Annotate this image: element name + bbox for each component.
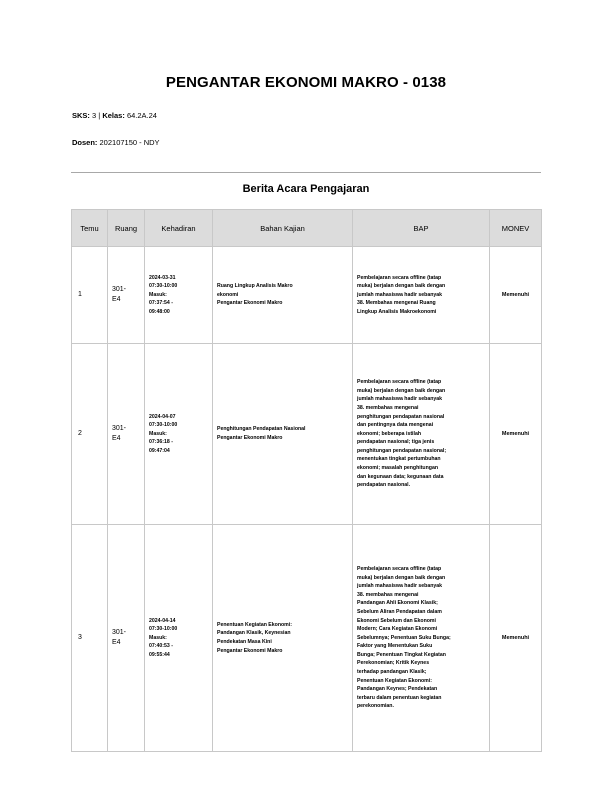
bap-line: terhadap pandangan Klasik; bbox=[357, 669, 427, 676]
bap-line: 38. membahas mengenai bbox=[357, 591, 419, 598]
table-row bbox=[72, 247, 542, 344]
column-header-temu: Temu bbox=[72, 210, 108, 247]
bap-line: Faktor yang Menentukan Suku bbox=[357, 643, 433, 650]
bap-line: Pembelajaran secara offline (tatap bbox=[357, 565, 442, 572]
kehadiran-time-in: 07:37:54 - bbox=[149, 300, 173, 307]
dosen-value: 202107150 - NDY bbox=[99, 138, 160, 147]
bap-line: Lingkup Analisis Makroekonomi bbox=[357, 308, 437, 315]
ruang-line: E4 bbox=[112, 639, 121, 646]
bahan-line: Pengantar Ekonomi Makro bbox=[217, 435, 283, 441]
bap-cell bbox=[353, 344, 490, 525]
bap-table bbox=[71, 209, 542, 752]
kehadiran-label: Masuk: bbox=[149, 634, 167, 641]
bap-line: Ekonomi Sebelum dan Ekonomi bbox=[357, 617, 436, 624]
bahan-line: Pendekatan Masa Kini bbox=[217, 639, 272, 645]
bap-line: Pembelajaran secara offline (tatap bbox=[357, 379, 442, 386]
bap-line: muka) berjalan dengan baik dengan bbox=[357, 574, 446, 581]
bahan-line: ekonomi bbox=[217, 291, 239, 298]
divider bbox=[71, 172, 541, 173]
bap-cell bbox=[353, 247, 490, 344]
kehadiran-cell bbox=[145, 344, 213, 525]
bap-line: jumlah mahasiswa hadir sebanyak bbox=[357, 583, 443, 590]
kehadiran-label: Masuk: bbox=[149, 430, 167, 437]
column-header-bahan-kajian: Bahan Kajian bbox=[213, 210, 353, 247]
bap-line: Penentuan Kegiatan Ekonomi: bbox=[357, 677, 432, 684]
kelas-value: 64.2A.24 bbox=[126, 111, 157, 120]
column-header-kehadiran: Kehadiran bbox=[145, 210, 213, 247]
column-header-bap: BAP bbox=[353, 210, 490, 247]
bahan-line: Pengantar Ekonomi Makro bbox=[217, 300, 283, 307]
bap-cell bbox=[353, 525, 490, 752]
bahan-kajian-cell bbox=[213, 525, 353, 752]
ruang-line: 301- bbox=[112, 629, 127, 636]
bap-line: ekonomi; masalah penghitungan bbox=[357, 465, 438, 472]
section-title: Berita Acara Pengajaran bbox=[242, 183, 370, 195]
page-title: PENGANTAR EKONOMI MAKRO - 0138 bbox=[165, 74, 447, 91]
ruang-cell bbox=[108, 344, 145, 525]
kehadiran-date: 2024-03-31 bbox=[149, 274, 176, 281]
temu-cell: 3 bbox=[72, 525, 108, 752]
bap-line: penghitungan pendapatan nasional; bbox=[357, 447, 447, 454]
kelas-label: Kelas: bbox=[102, 111, 125, 120]
temu-cell: 2 bbox=[72, 344, 108, 525]
bap-line: pendapatan nasional. bbox=[357, 482, 411, 489]
bap-line: Pandangan Keynes; Pendekatan bbox=[357, 686, 438, 693]
ruang-line: 301- bbox=[112, 286, 127, 293]
bap-line: Modern; Cara Kegiatan Ekonomi bbox=[357, 626, 438, 633]
kehadiran-schedule: 07:30-10:00 bbox=[149, 626, 178, 633]
kehadiran-time-out: 09:55:44 bbox=[149, 651, 170, 658]
kehadiran-cell bbox=[145, 525, 213, 752]
bap-line: perekonomian. bbox=[357, 703, 394, 710]
bap-line: penghitungan pendapatan nasional bbox=[357, 413, 445, 420]
kehadiran-time-in: 07:36:18 - bbox=[149, 439, 173, 446]
kehadiran-date: 2024-04-07 bbox=[149, 413, 176, 420]
bap-line: ekonomi; beberapa istilah bbox=[357, 430, 421, 437]
bap-line: jumlah mahasiswa hadir sebanyak bbox=[357, 291, 443, 298]
column-header-monev: MONEV bbox=[490, 210, 542, 247]
bap-line: dan kegunaan data; kegunaan data bbox=[357, 473, 444, 480]
bap-line: Bunga; Penentuan Tingkat Kegiatan bbox=[357, 651, 446, 658]
table-row bbox=[72, 344, 542, 525]
kehadiran-date: 2024-04-14 bbox=[149, 617, 176, 624]
ruang-cell bbox=[108, 525, 145, 752]
bap-line: 38. membahas mengenai bbox=[357, 404, 419, 411]
column-header-ruang: Ruang bbox=[108, 210, 145, 247]
ruang-line: 301- bbox=[112, 425, 127, 432]
bap-line: pendapatan nasional; tiga jenis bbox=[357, 439, 435, 446]
ruang-line: E4 bbox=[112, 296, 121, 303]
kehadiran-label: Masuk: bbox=[149, 291, 167, 298]
kehadiran-cell bbox=[145, 247, 213, 344]
bahan-kajian-cell bbox=[213, 247, 353, 344]
bap-line: Perekonomian; Kritik Keynes bbox=[357, 660, 430, 667]
bahan-line: Penentuan Kegiatan Ekonomi: bbox=[217, 621, 292, 628]
bahan-kajian-cell bbox=[213, 344, 353, 525]
bap-line: muka) berjalan dengan baik dengan bbox=[357, 283, 446, 290]
table-row bbox=[72, 525, 542, 752]
kehadiran-time-out: 09:47:04 bbox=[149, 447, 170, 454]
bahan-line: Pengantar Ekonomi Makro bbox=[217, 647, 283, 654]
monev-cell: Memenuhi bbox=[490, 344, 542, 525]
lecturer-meta bbox=[72, 138, 160, 147]
temu-cell: 1 bbox=[72, 247, 108, 344]
bap-line: Sebelumnya; Penentuan Suku Bunga; bbox=[357, 634, 451, 641]
bap-line: terbaru dalam penentuan kegiatan bbox=[357, 694, 442, 701]
course-meta bbox=[72, 111, 157, 120]
kehadiran-schedule: 07:30-10:00 bbox=[149, 283, 178, 290]
meta-separator: | bbox=[98, 111, 101, 120]
bap-line: Pandangan Ahli Ekonomi Klasik; bbox=[357, 600, 438, 607]
bahan-line: Penghitungan Pendapatan Nasional bbox=[217, 426, 306, 433]
kehadiran-schedule: 07:30-10:00 bbox=[149, 422, 178, 429]
sks-value: 3 bbox=[92, 111, 97, 120]
bahan-line: Ruang Lingkup Analisis Makro bbox=[217, 283, 293, 290]
bap-line: muka) berjalan dengan baik dengan bbox=[357, 387, 446, 394]
ruang-line: E4 bbox=[112, 435, 121, 442]
bap-line: 38. Membahas mengenai Ruang bbox=[357, 300, 436, 307]
table-header-row bbox=[72, 210, 542, 247]
monev-cell: Memenuhi bbox=[490, 247, 542, 344]
ruang-cell bbox=[108, 247, 145, 344]
kehadiran-time-in: 07:40:53 - bbox=[149, 643, 173, 650]
bap-line: menentukan tingkat pertumbuhan bbox=[357, 456, 441, 463]
sks-label: SKS: bbox=[72, 111, 90, 120]
dosen-label: Dosen: bbox=[72, 138, 98, 147]
bap-line: jumlah mahasiswa hadir sebanyak bbox=[357, 396, 443, 403]
kehadiran-time-out: 09:48:00 bbox=[149, 308, 170, 315]
monev-cell: Memenuhi bbox=[490, 525, 542, 752]
bap-line: Sebelum Aliran Pendapatan dalam bbox=[357, 608, 442, 615]
bap-line: Pembelajaran secara offline (tatap bbox=[357, 274, 442, 281]
bap-line: dan pentingnya data mengenai bbox=[357, 422, 434, 429]
bahan-line: Pandangan Klasik, Keynesian bbox=[217, 630, 291, 637]
